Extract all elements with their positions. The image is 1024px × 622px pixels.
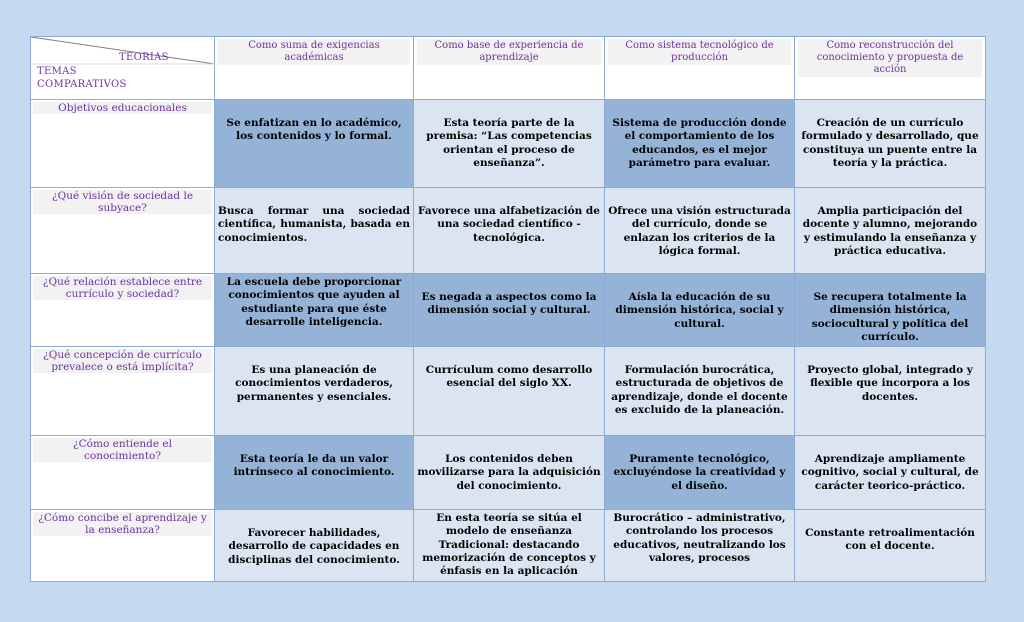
row-label xyxy=(31,347,215,436)
table-cell: Amplia participación del docente y alumno, mejorando y estimulando la enseñanza y práctica educativa. xyxy=(795,188,986,274)
table-cell: Los contenidos deben movilizarse para la adquisición del conocimiento. xyxy=(414,436,605,510)
table-row xyxy=(31,510,986,581)
table-cell: Favorecer habilidades, desarrollo de capacidades en disciplinas del conocimiento. xyxy=(215,510,414,581)
table-cell: Se enfatizan en lo académico, los contenidos y lo formal. xyxy=(215,100,414,188)
table-cell: Ofrece una visión estructurada del currículo, donde se enlazan los criterios de la lógica formal. xyxy=(605,188,795,274)
table-cell: Burocrático – administrativo, controlando los procesos educativos, neutralizando los valores, procesos xyxy=(605,510,795,581)
table-cell: Proyecto global, integrado y flexible que incorpora a los docentes. xyxy=(795,347,986,436)
table-cell: En esta teoría se sitúa el modelo de enseñanza Tradicional: destacando memorización de conceptos y énfasis en la aplicación xyxy=(414,510,605,581)
header-text: Como base de experiencia de aprendizaje xyxy=(417,39,601,65)
row-label xyxy=(31,510,215,581)
table-row xyxy=(31,274,986,347)
header-text: Como suma de exigencias académicas xyxy=(218,39,410,65)
header-sistema-tecnologico xyxy=(605,37,795,100)
header-suma-exigencias xyxy=(215,37,414,100)
table-row xyxy=(31,100,986,188)
table-cell: Es una planeación de conocimientos verdaderos, permanentes y esenciales. xyxy=(215,347,414,436)
temas-line2: COMPARATIVOS xyxy=(37,79,127,90)
table-cell: Esta teoría le da un valor intrínseco al conocimiento. xyxy=(215,436,414,510)
temas-line1: TEMAS xyxy=(37,66,77,77)
table-row xyxy=(31,188,986,274)
header-text: Como reconstrucción del conocimiento y propuesta de acción xyxy=(798,39,982,77)
row-label-text: ¿Cómo entiende el conocimiento? xyxy=(33,438,212,462)
table-cell: Aísla la educación de su dimensión histórica, social y cultural. xyxy=(605,274,795,347)
table-cell: La escuela debe proporcionar conocimientos que ayuden al estudiante para que éste desarrolle inteligencia. xyxy=(215,274,414,347)
row-label xyxy=(31,188,215,274)
table-cell: Busca formar una sociedad científica, humanista, basada en conocimientos. xyxy=(215,188,414,274)
table-cell: Aprendizaje ampliamente cognitivo, social y cultural, de carácter teorico-práctico. xyxy=(795,436,986,510)
teorias-label: TEORIAS xyxy=(119,52,169,63)
header-reconstruccion xyxy=(795,37,986,100)
table-cell: Sistema de producción donde el comportamiento de los educandos, es el mejor parámetro para evaluar. xyxy=(605,100,795,188)
table-row xyxy=(31,436,986,510)
row-label xyxy=(31,436,215,510)
header-text: Como sistema tecnológico de producción xyxy=(608,39,791,65)
comparison-table xyxy=(30,36,986,582)
temas-label xyxy=(37,65,127,91)
row-label xyxy=(31,100,215,188)
row-label-text: ¿Qué visión de sociedad le subyace? xyxy=(33,190,212,214)
table-cell: Se recupera totalmente la dimensión histórica, sociocultural y política del currículo. xyxy=(795,274,986,347)
table-cell: Es negada a aspectos como la dimensión social y cultural. xyxy=(414,274,605,347)
table-cell: Esta teoría parte de la premisa: “Las competencias orientan el proceso de enseñanza”. xyxy=(414,100,605,188)
row-label-text: ¿Qué relación establece entre currículo y sociedad? xyxy=(33,276,212,300)
header-base-experiencia xyxy=(414,37,605,100)
table-cell: Formulación burocrática, estructurada de objetivos de aprendizaje, donde el docente es excluido de la planeación. xyxy=(605,347,795,436)
row-label-text: ¿Cómo concibe el aprendizaje y la enseñanza? xyxy=(33,512,212,536)
table-cell: Currículum como desarrollo esencial del siglo XX. xyxy=(414,347,605,436)
table-cell: Constante retroalimentación con el docente. xyxy=(795,510,986,581)
table-row xyxy=(31,347,986,436)
row-label xyxy=(31,274,215,347)
corner-cell xyxy=(31,37,215,100)
row-label-text: Objetivos educacionales xyxy=(33,102,212,114)
table-cell: Creación de un currículo formulado y desarrollado, que constituya un puente entre la teoría y la práctica. xyxy=(795,100,986,188)
header-row xyxy=(31,37,986,100)
table-cell: Puramente tecnológico, excluyéndose la creatividad y el diseño. xyxy=(605,436,795,510)
row-label-text: ¿Qué concepción de currículo prevalece o está implícita? xyxy=(33,349,212,373)
table-cell: Favorece una alfabetización de una sociedad científico - tecnológica. xyxy=(414,188,605,274)
